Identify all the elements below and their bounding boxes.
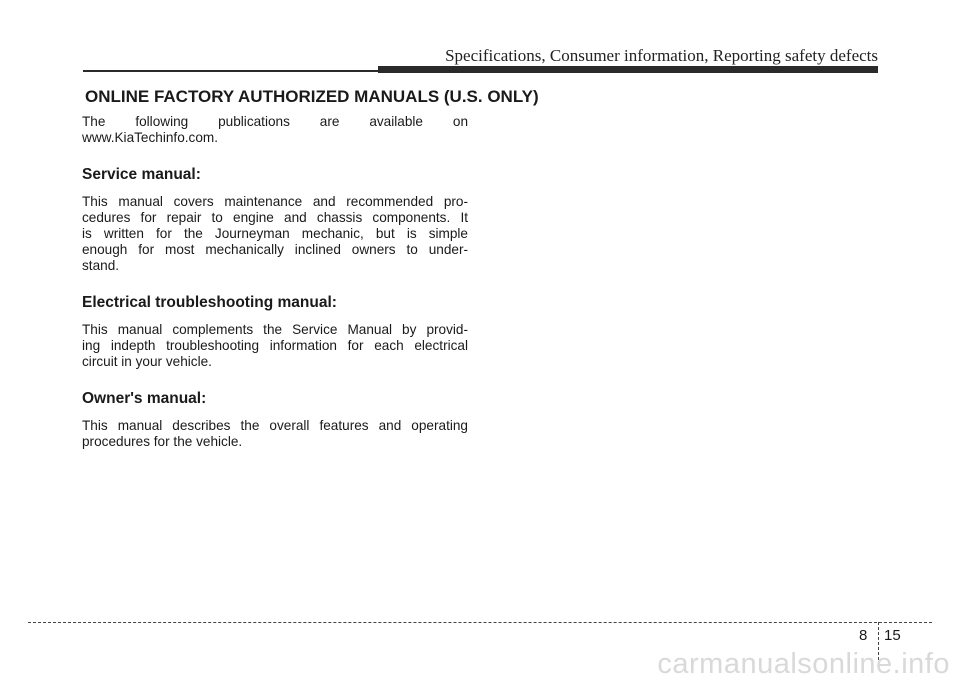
- chapter-number: 8: [859, 627, 868, 644]
- header-rule-thick: [378, 66, 878, 73]
- service-manual-line: cedures for repair to engine and chassis components. It: [82, 210, 468, 225]
- service-manual-line: is written for the Journeyman mechanic, but is simple: [82, 226, 468, 241]
- electrical-manual-line: This manual complements the Service Manual by provid-: [82, 322, 468, 337]
- service-manual-body: [82, 194, 468, 274]
- footer-rule: [28, 622, 932, 623]
- header-rule-thin: [83, 70, 383, 72]
- owners-manual-title: Owner's manual:: [82, 390, 207, 407]
- owners-manual-line: This manual describes the overall features and operating: [82, 418, 468, 433]
- page-number: 15: [884, 627, 901, 644]
- section-heading: ONLINE FACTORY AUTHORIZED MANUALS (U.S. ONLY): [85, 87, 539, 106]
- electrical-manual-line: ing indepth troubleshooting information for each electrical: [82, 338, 468, 353]
- service-manual-line: This manual covers maintenance and recommended pro-: [82, 194, 468, 209]
- intro-line-1: The following publications are available on: [82, 114, 468, 129]
- service-manual-title: Service manual:: [82, 166, 201, 183]
- page-header-title: Specifications, Consumer information, Reporting safety defects: [445, 46, 878, 65]
- intro-paragraph: [82, 114, 468, 130]
- intro-line-2: www.KiaTechinfo.com.: [82, 130, 218, 145]
- electrical-manual-line: circuit in your vehicle.: [82, 354, 212, 369]
- service-manual-line: enough for most mechanically inclined owners to under-: [82, 242, 468, 257]
- service-manual-line: stand.: [82, 258, 120, 273]
- intro-paragraph-2: [82, 130, 468, 146]
- electrical-manual-title: Electrical troubleshooting manual:: [82, 294, 337, 311]
- manuals-column: [82, 114, 468, 450]
- owners-manual-body: [82, 418, 468, 450]
- owners-manual-line: procedures for the vehicle.: [82, 434, 243, 449]
- electrical-manual-body: [82, 322, 468, 370]
- watermark-text: carmanualsonline.info: [657, 648, 950, 680]
